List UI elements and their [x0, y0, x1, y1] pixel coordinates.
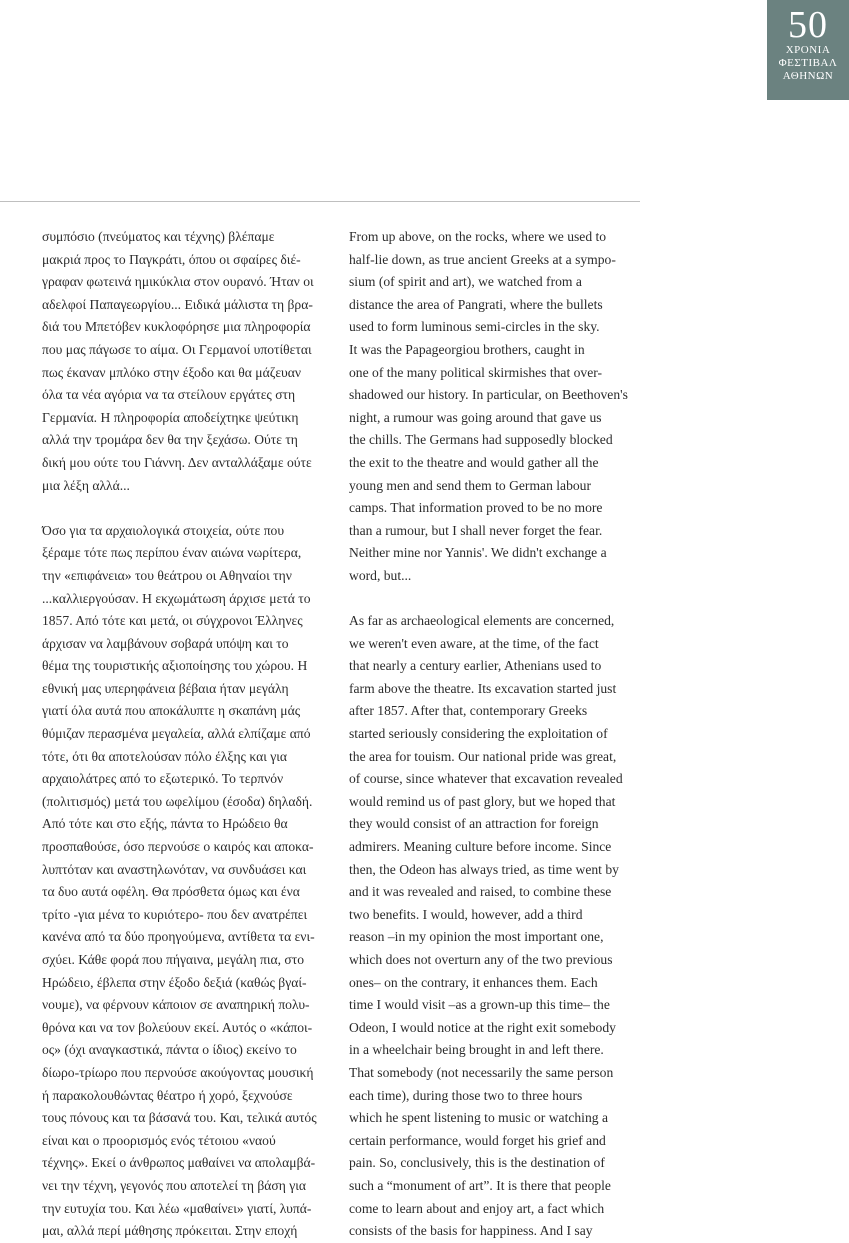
text-line: come to learn about and enjoy art, a fact which — [349, 1200, 605, 1216]
text-line: μια λέξη αλλά... — [42, 477, 130, 493]
text-line: όλα τα νέα αγόρια να τα στείλουν εργάτες στη — [42, 387, 296, 403]
paragraph — [42, 520, 342, 1243]
text-line: word, but... — [349, 567, 412, 583]
text-line: which does not overturn any of the two previous — [349, 952, 613, 967]
text-line: λυπτόταν και αναστηλωνόταν, να συνδυάσει και — [42, 861, 307, 877]
text-line: που μας πάγωσε το αίμα. Οι Γερμανοί υποτίθεται — [42, 341, 312, 357]
paragraph — [349, 610, 649, 1243]
text-line: τα δυο αυτά οφέλη. Θα πρόσθετα όμως και ένα — [42, 884, 300, 900]
text-line: δική μου ούτε του Γιάννη. Δεν ανταλλάξαμε ούτε — [42, 454, 312, 470]
text-line: shadowed our history. In particular, on Beethoven's — [349, 387, 628, 403]
text-line: τους πόνους και τα βάσανά του. Και, τελικά αυτός — [42, 1110, 317, 1126]
text-line: την «επιφάνεια» του θεάτρου οι Αθηναίοι την — [42, 567, 292, 583]
badge-line-3: ΑΘΗΝΩΝ — [782, 70, 834, 82]
text-line: αρχαιολάτρες από το εξωτερικό. Το τερπνόν — [42, 771, 284, 787]
text-line: διά του Μπετόβεν κυκλοφόρησε μια πληροφορία — [42, 319, 311, 335]
text-line: and it was revealed and raised, to combine these — [349, 884, 612, 900]
text-line: they would consist of an attraction for foreign — [349, 816, 599, 832]
text-line: Γερμανία. Η πληροφορία αποδείχτηκε ψεύτικη — [42, 409, 299, 425]
text-line: that nearly a century earlier, Athenians used to — [349, 658, 602, 674]
text-line: after 1857. After that, contemporary Greeks — [349, 703, 588, 719]
text-line: night, a rumour was going around that gave us — [349, 409, 602, 425]
text-line: μακριά προς το Παγκράτι, όπου οι σφαίρες διέ- — [42, 251, 301, 267]
text-line: Από τότε και στο εξής, πάντα το Ηρώδειο θα — [42, 816, 288, 832]
text-line: θρόνα και να τον βολεύουν εκεί. Αυτός ο «κάποι- — [42, 1019, 313, 1035]
paragraph — [349, 226, 649, 588]
text-line: την ευτυχία του. Και λέω «μαθαίνει» γιατί, λυπά- — [42, 1200, 312, 1216]
text-line: ή παρακολουθώντας θέατρο ή χορό, ξεχνούσε — [42, 1087, 293, 1103]
text-line: ος» (όχι αναγκαστικά, πάντα ο ίδιος) εκείνο το — [42, 1042, 297, 1058]
text-line: distance the area of Pangrati, where the bullets — [349, 296, 603, 312]
text-line: such a “monument of art”. It is there that people — [349, 1177, 611, 1193]
text-line: τέχνης». Εκεί ο άνθρωπος μαθαίνει να απολαμβά- — [42, 1155, 316, 1171]
text-line: the chills. The Germans had supposedly blocked — [349, 432, 613, 448]
text-line: συμπόσιο (πνεύματος και τέχνης) βλέπαμε — [42, 229, 275, 244]
text-line: Neither mine nor Yannis'. We didn't exchange a — [349, 545, 607, 561]
header-divider — [0, 201, 640, 202]
text-line: Odeon, I would notice at the right exit somebody — [349, 1019, 616, 1035]
text-line: half-lie down, as true ancient Greeks at a sympo- — [349, 251, 616, 267]
text-line: two benefits. I would, however, add a third — [349, 906, 583, 922]
text-line: than a rumour, but I shall never forget the fear. — [349, 522, 603, 538]
badge-number: 50 — [788, 4, 828, 46]
badge-line-1: ΧΡΟΝΙΑ — [785, 44, 831, 56]
text-line: κανένα από τα δύο προηγούμενα, αντίθετα τα ενι- — [42, 929, 315, 945]
text-line: γιατί όλα αυτά που αποκάλυπτε η σκαπάνη μάς — [42, 703, 301, 719]
text-line: ...καλλιεργούσαν. Η εκχωμάτωση άρχισε μετά το — [42, 590, 311, 606]
text-line: πως έκαναν μπλόκο στην έξοδο και θα μάζευαν — [42, 364, 302, 380]
text-line: Όσο για τα αρχαιολογικά στοιχεία, ούτε που — [42, 522, 285, 538]
text-line: started seriously considering the exploitation of — [349, 726, 608, 742]
text-line: the area for touism. Our national pride was great, — [349, 748, 617, 764]
text-line: ones– on the contrary, it enhances them. Each — [349, 974, 598, 990]
text-line: time I would visit –as a grown-up this time– the — [349, 997, 610, 1013]
text-line: νουμε), να φέρνουν κάποιον σε αναπηρική πολυ- — [42, 997, 310, 1013]
text-line: τρίτο -για μένα το κυριότερο- που δεν ανατρέπει — [42, 906, 308, 922]
text-line: the exit to the theatre and would gather all the — [349, 454, 599, 470]
text-line: As far as archaeological elements are concerned, — [349, 613, 615, 629]
text-line: αδελφοί Παπαγεωργίου... Ειδικά μάλιστα τη βρα- — [42, 296, 313, 312]
text-line: admirers. Meaning culture before income. Since — [349, 839, 612, 855]
text-line: That somebody (not necessarily the same person — [349, 1064, 614, 1080]
festival-badge — [767, 0, 849, 100]
text-line: νει την τέχνη, γεγονός που αποτελεί τη βάση για — [42, 1177, 307, 1193]
text-line: It was the Papageorgiou brothers, caught in — [349, 341, 585, 357]
text-line: one of the many political skirmishes that over- — [349, 364, 603, 380]
text-line: of course, since whatever that excavation revealed — [349, 771, 623, 787]
text-line: προσπαθούσε, όσο περνούσε ο καιρός και αποκα- — [42, 839, 314, 855]
text-line: τότε, ότι θα αποτελούσαν πόλο έλξης και για — [42, 748, 288, 764]
text-line: used to form luminous semi-circles in the sky. — [349, 319, 600, 335]
text-line: young men and send them to German labour — [349, 477, 591, 493]
text-line: certain performance, would forget his grief and — [349, 1132, 606, 1148]
text-line: Ηρώδειο, έβλεπα στην έξοδο δεξιά (καθώς βγαί- — [42, 974, 307, 990]
text-line: sium (of spirit and art), we watched from a — [349, 274, 582, 290]
text-line: θέμα της τουριστικής αξιοποίησης του χώρου. Η — [42, 658, 308, 674]
text-line: ξέραμε τότε πως περίπου έναν αιώνα νωρίτερα, — [42, 545, 302, 561]
text-line: αλλά την τρομάρα δεν θα την ξεχάσω. Ούτε τη — [42, 432, 298, 448]
paragraph — [42, 226, 342, 497]
text-line: άρχισαν να λαμβάνουν σοβαρά υπόψη και το — [42, 635, 289, 651]
english-text-column — [349, 226, 649, 1243]
greek-text-column — [42, 226, 342, 1243]
text-line: δίωρο-τρίωρο που περνούσε ακούγοντας μουσική — [42, 1064, 314, 1080]
text-line: σχύει. Κάθε φορά που πήγαινα, μεγάλη πια, στο — [42, 952, 304, 967]
text-line: in a wheelchair being brought in and left there. — [349, 1042, 604, 1058]
text-line: 1857. Από τότε και μετά, οι σύγχρονοι Έλληνες — [42, 613, 303, 629]
text-line: είναι και ο προορισμός ενός τέτοιου «ναού — [42, 1132, 276, 1148]
text-line: camps. That information proved to be no more — [349, 500, 603, 516]
text-line: which he spent listening to music or watching a — [349, 1110, 608, 1126]
text-line: (πολιτισμός) μετά του ωφελίμου (έσοδα) δηλαδή. — [42, 793, 313, 809]
text-line: we weren't even aware, at the time, of the fact — [349, 635, 599, 651]
text-line: farm above the theatre. Its excavation started just — [349, 680, 617, 696]
text-line: each time), during those two to three hours — [349, 1087, 583, 1103]
text-line: pain. So, conclusively, this is the destination of — [349, 1155, 605, 1171]
badge-line-2: ΦΕΣΤΙΒΑΛ — [778, 57, 838, 69]
text-line: μαι, αλλά περί μάθησης πρόκειται. Στην εποχή — [42, 1223, 298, 1239]
text-line: would remind us of past glory, but we hoped that — [349, 793, 616, 809]
text-line: θύμιζαν περασμένα μεγαλεία, αλλά ελπίζαμε από — [42, 726, 311, 742]
text-line: reason –in my opinion the most important one, — [349, 929, 604, 945]
text-line: γραφαν φωτεινά ημικύκλια στον ουρανό. Ήταν οι — [42, 274, 314, 290]
text-line: εθνική μας υπερηφάνεια βέβαια ήταν μεγάλη — [42, 680, 289, 696]
text-line: then, the Odeon has always tried, as time went by — [349, 861, 619, 877]
text-line: consists of the basis for happiness. And I say — [349, 1223, 593, 1239]
text-line: From up above, on the rocks, where we used to — [349, 229, 607, 244]
